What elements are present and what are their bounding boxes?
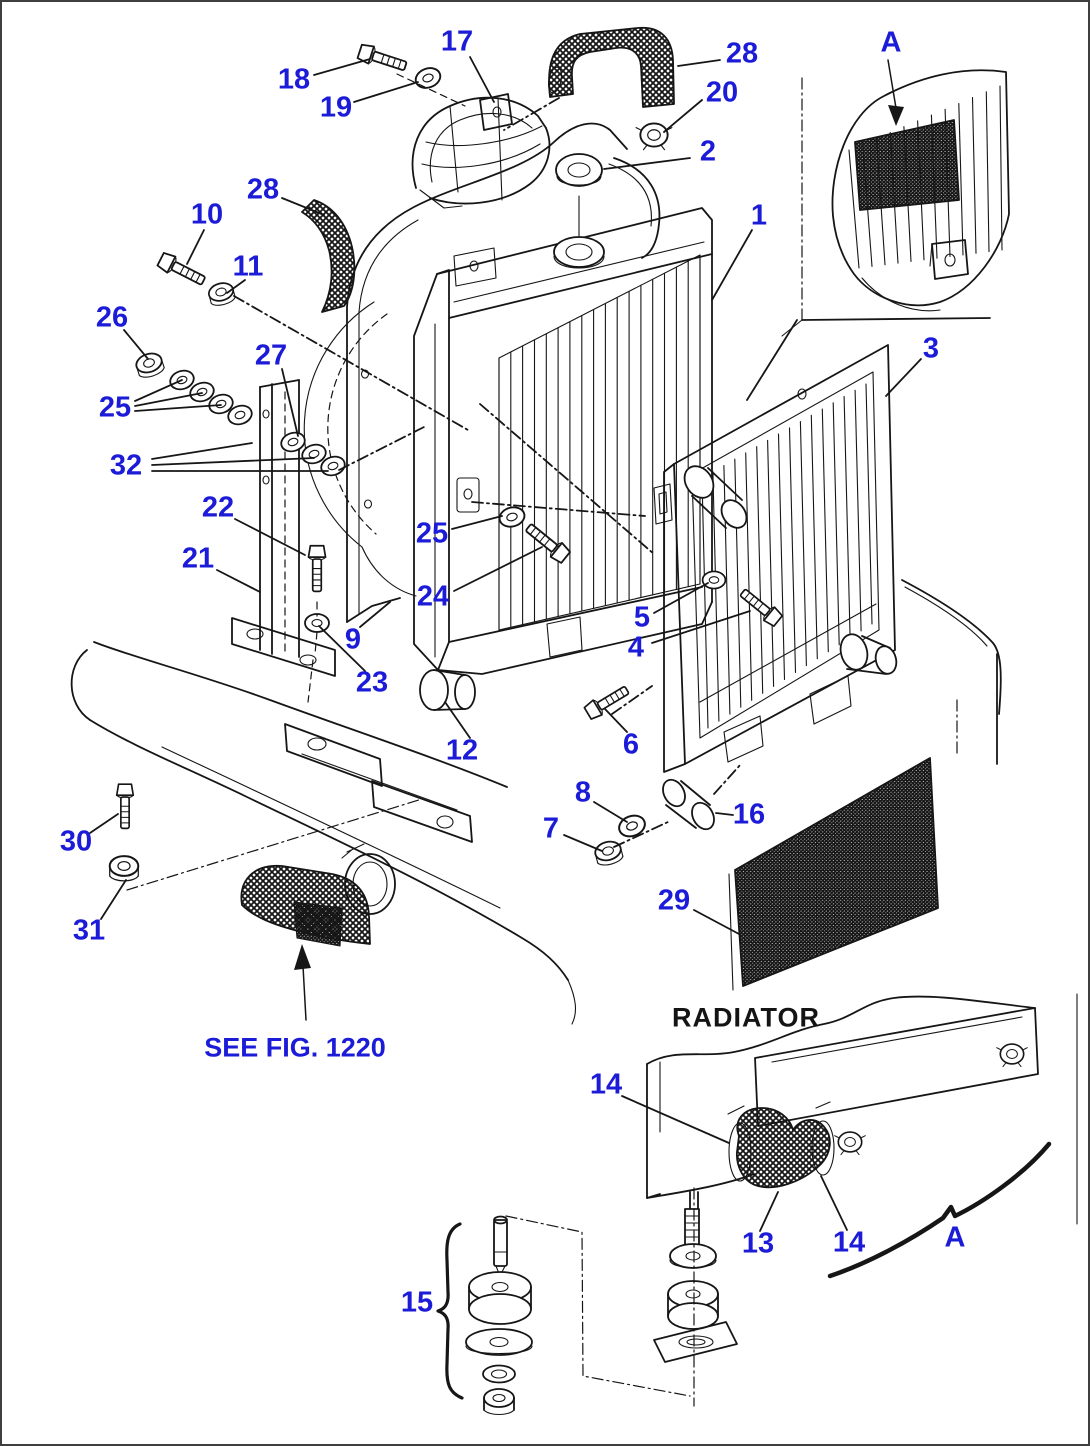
mount-hardware-15 xyxy=(438,1216,690,1415)
radiator-cap xyxy=(554,154,604,268)
part-label-14: 14 xyxy=(832,1226,866,1259)
bolt-6 xyxy=(583,683,631,721)
bolt-30 xyxy=(117,784,134,828)
part-label-6: 6 xyxy=(622,728,640,761)
grommet-20 xyxy=(636,123,672,149)
washer-5 xyxy=(703,571,726,588)
fan-guard xyxy=(413,94,550,208)
view-label-A: A xyxy=(880,26,902,59)
part-label-16: 16 xyxy=(732,798,766,831)
part-label-25: 25 xyxy=(98,391,132,424)
nut-7 xyxy=(593,839,624,867)
part-label-7: 7 xyxy=(542,812,560,845)
bolt-24 xyxy=(523,520,572,564)
part-label-31: 31 xyxy=(72,914,106,947)
part-label-23: 23 xyxy=(355,666,389,699)
part-label-20: 20 xyxy=(705,76,739,109)
part-label-2: 2 xyxy=(699,135,717,168)
part-label-25: 25 xyxy=(415,517,449,550)
part-label-24: 24 xyxy=(416,580,450,613)
hose-left-28 xyxy=(302,200,354,312)
part-label-32: 32 xyxy=(109,449,143,482)
elbow-hose-left xyxy=(241,844,395,1020)
view-label-A: A xyxy=(944,1221,966,1254)
part-label-8: 8 xyxy=(574,776,592,809)
washer-23 xyxy=(305,614,329,632)
hose-top-28 xyxy=(546,28,674,107)
part-label-15: 15 xyxy=(400,1286,434,1319)
part-label-13: 13 xyxy=(741,1227,775,1260)
part-label-1: 1 xyxy=(750,199,768,232)
part-label-30: 30 xyxy=(59,825,93,858)
nut-31 xyxy=(110,856,139,881)
sub-radiator xyxy=(654,345,899,772)
main-radiator xyxy=(414,154,712,710)
part-label-26: 26 xyxy=(95,301,129,334)
washer-8 xyxy=(616,812,648,840)
machine-body-right xyxy=(902,580,1001,764)
part-label-10: 10 xyxy=(190,198,224,231)
part-label-3: 3 xyxy=(922,332,940,365)
part-label-18: 18 xyxy=(277,63,311,96)
part-label-19: 19 xyxy=(319,91,353,124)
part-label-5: 5 xyxy=(633,601,651,634)
part-label-17: 17 xyxy=(440,25,474,58)
bolt-22 xyxy=(308,546,325,592)
view-a-arrow xyxy=(888,60,896,108)
lbl-caption: RADIATOR xyxy=(672,1002,820,1033)
part-label-12: 12 xyxy=(445,734,479,767)
part-label-22: 22 xyxy=(201,491,235,524)
part-label-29: 29 xyxy=(657,884,691,917)
see-fig-arrow xyxy=(303,966,306,1020)
lbl-note: SEE FIG. 1220 xyxy=(204,1032,386,1063)
part-label-27: 27 xyxy=(254,339,288,372)
bolt-18 xyxy=(357,43,408,75)
spacer-16 xyxy=(659,776,719,833)
part-label-9: 9 xyxy=(344,623,362,656)
part-label-28: 28 xyxy=(725,37,759,70)
part-label-4: 4 xyxy=(627,631,645,664)
part-label-28: 28 xyxy=(246,173,280,206)
radiator-outlet xyxy=(420,670,475,710)
screen-29 xyxy=(729,758,938,990)
chassis-left-frame xyxy=(72,642,576,1024)
bolt-10 xyxy=(157,251,208,289)
diagram-line-art xyxy=(2,2,1090,1446)
group-brace-15 xyxy=(438,1224,462,1398)
nut-26 xyxy=(134,350,166,379)
part-label-21: 21 xyxy=(181,542,215,575)
washer-19 xyxy=(413,65,443,91)
inset-view-a xyxy=(782,60,1009,336)
part-label-14: 14 xyxy=(589,1068,623,1101)
nut-11 xyxy=(207,281,236,308)
part-label-11: 11 xyxy=(232,250,264,283)
